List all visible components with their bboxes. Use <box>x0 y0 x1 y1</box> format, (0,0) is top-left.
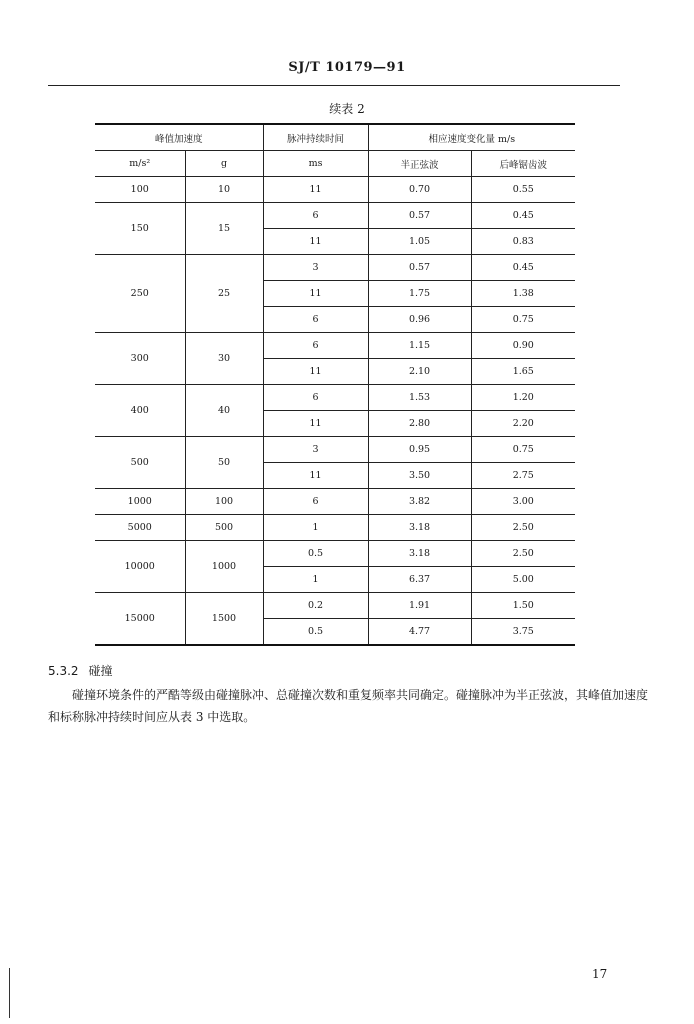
cell-sawtooth: 1.38 <box>471 281 575 307</box>
cell-sawtooth: 0.45 <box>471 255 575 281</box>
cell-duration: 11 <box>263 463 368 489</box>
cell-duration: 3 <box>263 255 368 281</box>
table-row <box>95 385 575 411</box>
table-row <box>95 437 575 463</box>
cell-sawtooth: 1.50 <box>471 593 575 619</box>
section-paragraph: 碰撞环境条件的严酷等级由碰撞脉冲、总碰撞次数和重复频率共同确定。碰撞脉冲为半正弦波，其峰值加速度和标称脉冲持续时间应从表 3 中选取。 <box>48 688 649 724</box>
header-unit-ms2: m/s² <box>95 151 185 177</box>
cell-sawtooth: 2.75 <box>471 463 575 489</box>
header-pulse-duration: 脉冲持续时间 <box>263 124 368 151</box>
cell-sawtooth: 0.45 <box>471 203 575 229</box>
table-row <box>95 333 575 359</box>
cell-acceleration-g: 10 <box>185 177 263 203</box>
cell-acceleration-ms2: 10000 <box>95 541 185 593</box>
cell-sawtooth: 3.75 <box>471 619 575 646</box>
cell-sawtooth: 0.83 <box>471 229 575 255</box>
cell-acceleration-g: 500 <box>185 515 263 541</box>
cell-sawtooth: 3.00 <box>471 489 575 515</box>
header-sawtooth: 后峰锯齿波 <box>471 151 575 177</box>
cell-duration: 0.5 <box>263 541 368 567</box>
cell-acceleration-ms2: 500 <box>95 437 185 489</box>
table-row <box>95 593 575 619</box>
cell-acceleration-ms2: 400 <box>95 385 185 437</box>
cell-sawtooth: 1.20 <box>471 385 575 411</box>
cell-half-sine: 0.70 <box>368 177 471 203</box>
cell-half-sine: 1.91 <box>368 593 471 619</box>
cell-duration: 11 <box>263 281 368 307</box>
cell-duration: 6 <box>263 489 368 515</box>
page-number: 17 <box>592 967 608 981</box>
cell-duration: 11 <box>263 359 368 385</box>
cell-duration: 1 <box>263 515 368 541</box>
cell-half-sine: 0.57 <box>368 203 471 229</box>
table-row <box>95 203 575 229</box>
cell-half-sine: 2.80 <box>368 411 471 437</box>
cell-sawtooth: 0.90 <box>471 333 575 359</box>
table-caption: 续表 2 <box>329 102 365 116</box>
cell-acceleration-g: 1500 <box>185 593 263 646</box>
cell-half-sine: 3.18 <box>368 515 471 541</box>
cell-half-sine: 1.05 <box>368 229 471 255</box>
cell-half-sine: 3.50 <box>368 463 471 489</box>
cell-sawtooth: 2.50 <box>471 541 575 567</box>
cell-sawtooth: 5.00 <box>471 567 575 593</box>
cell-duration: 11 <box>263 229 368 255</box>
cell-acceleration-ms2: 5000 <box>95 515 185 541</box>
cell-acceleration-ms2: 1000 <box>95 489 185 515</box>
cell-sawtooth: 0.75 <box>471 307 575 333</box>
cell-acceleration-g: 100 <box>185 489 263 515</box>
cell-acceleration-g: 30 <box>185 333 263 385</box>
standard-code: SJ/T 10179—91 <box>288 60 406 75</box>
cell-sawtooth: 0.55 <box>471 177 575 203</box>
cell-acceleration-g: 40 <box>185 385 263 437</box>
cell-duration: 3 <box>263 437 368 463</box>
cell-duration: 0.5 <box>263 619 368 646</box>
cell-sawtooth: 1.65 <box>471 359 575 385</box>
header-unit-g: g <box>185 151 263 177</box>
table-body <box>95 177 575 646</box>
cell-acceleration-ms2: 250 <box>95 255 185 333</box>
cell-half-sine: 2.10 <box>368 359 471 385</box>
header-half-sine: 半正弦波 <box>368 151 471 177</box>
cell-half-sine: 6.37 <box>368 567 471 593</box>
cell-acceleration-ms2: 300 <box>95 333 185 385</box>
section-title: 碰撞 <box>88 664 113 678</box>
cell-half-sine: 3.82 <box>368 489 471 515</box>
margin-line <box>9 968 10 1018</box>
cell-acceleration-g: 25 <box>185 255 263 333</box>
cell-half-sine: 3.18 <box>368 541 471 567</box>
section-heading <box>48 662 113 679</box>
cell-duration: 0.2 <box>263 593 368 619</box>
cell-half-sine: 1.15 <box>368 333 471 359</box>
cell-duration: 6 <box>263 307 368 333</box>
header-rule <box>48 85 620 86</box>
cell-acceleration-ms2: 15000 <box>95 593 185 646</box>
cell-acceleration-g: 50 <box>185 437 263 489</box>
cell-acceleration-ms2: 100 <box>95 177 185 203</box>
cell-sawtooth: 2.20 <box>471 411 575 437</box>
table-row <box>95 489 575 515</box>
cell-half-sine: 0.96 <box>368 307 471 333</box>
cell-half-sine: 1.53 <box>368 385 471 411</box>
cell-acceleration-g: 1000 <box>185 541 263 593</box>
cell-sawtooth: 0.75 <box>471 437 575 463</box>
cell-duration: 11 <box>263 177 368 203</box>
cell-half-sine: 0.95 <box>368 437 471 463</box>
cell-duration: 6 <box>263 333 368 359</box>
cell-half-sine: 0.57 <box>368 255 471 281</box>
cell-duration: 6 <box>263 385 368 411</box>
cell-sawtooth: 2.50 <box>471 515 575 541</box>
table-row <box>95 541 575 567</box>
cell-half-sine: 4.77 <box>368 619 471 646</box>
table-row <box>95 177 575 203</box>
cell-duration: 6 <box>263 203 368 229</box>
cell-acceleration-g: 15 <box>185 203 263 255</box>
section-number: 5.3.2 <box>48 664 79 678</box>
cell-half-sine: 1.75 <box>368 281 471 307</box>
cell-acceleration-ms2: 150 <box>95 203 185 255</box>
table-row <box>95 255 575 281</box>
shock-parameters-table <box>95 123 575 646</box>
table-row <box>95 515 575 541</box>
header-peak-acceleration: 峰值加速度 <box>95 124 263 151</box>
cell-duration: 1 <box>263 567 368 593</box>
header-unit-ms: ms <box>263 151 368 177</box>
cell-duration: 11 <box>263 411 368 437</box>
header-velocity-change: 相应速度变化量 m/s <box>368 124 575 151</box>
